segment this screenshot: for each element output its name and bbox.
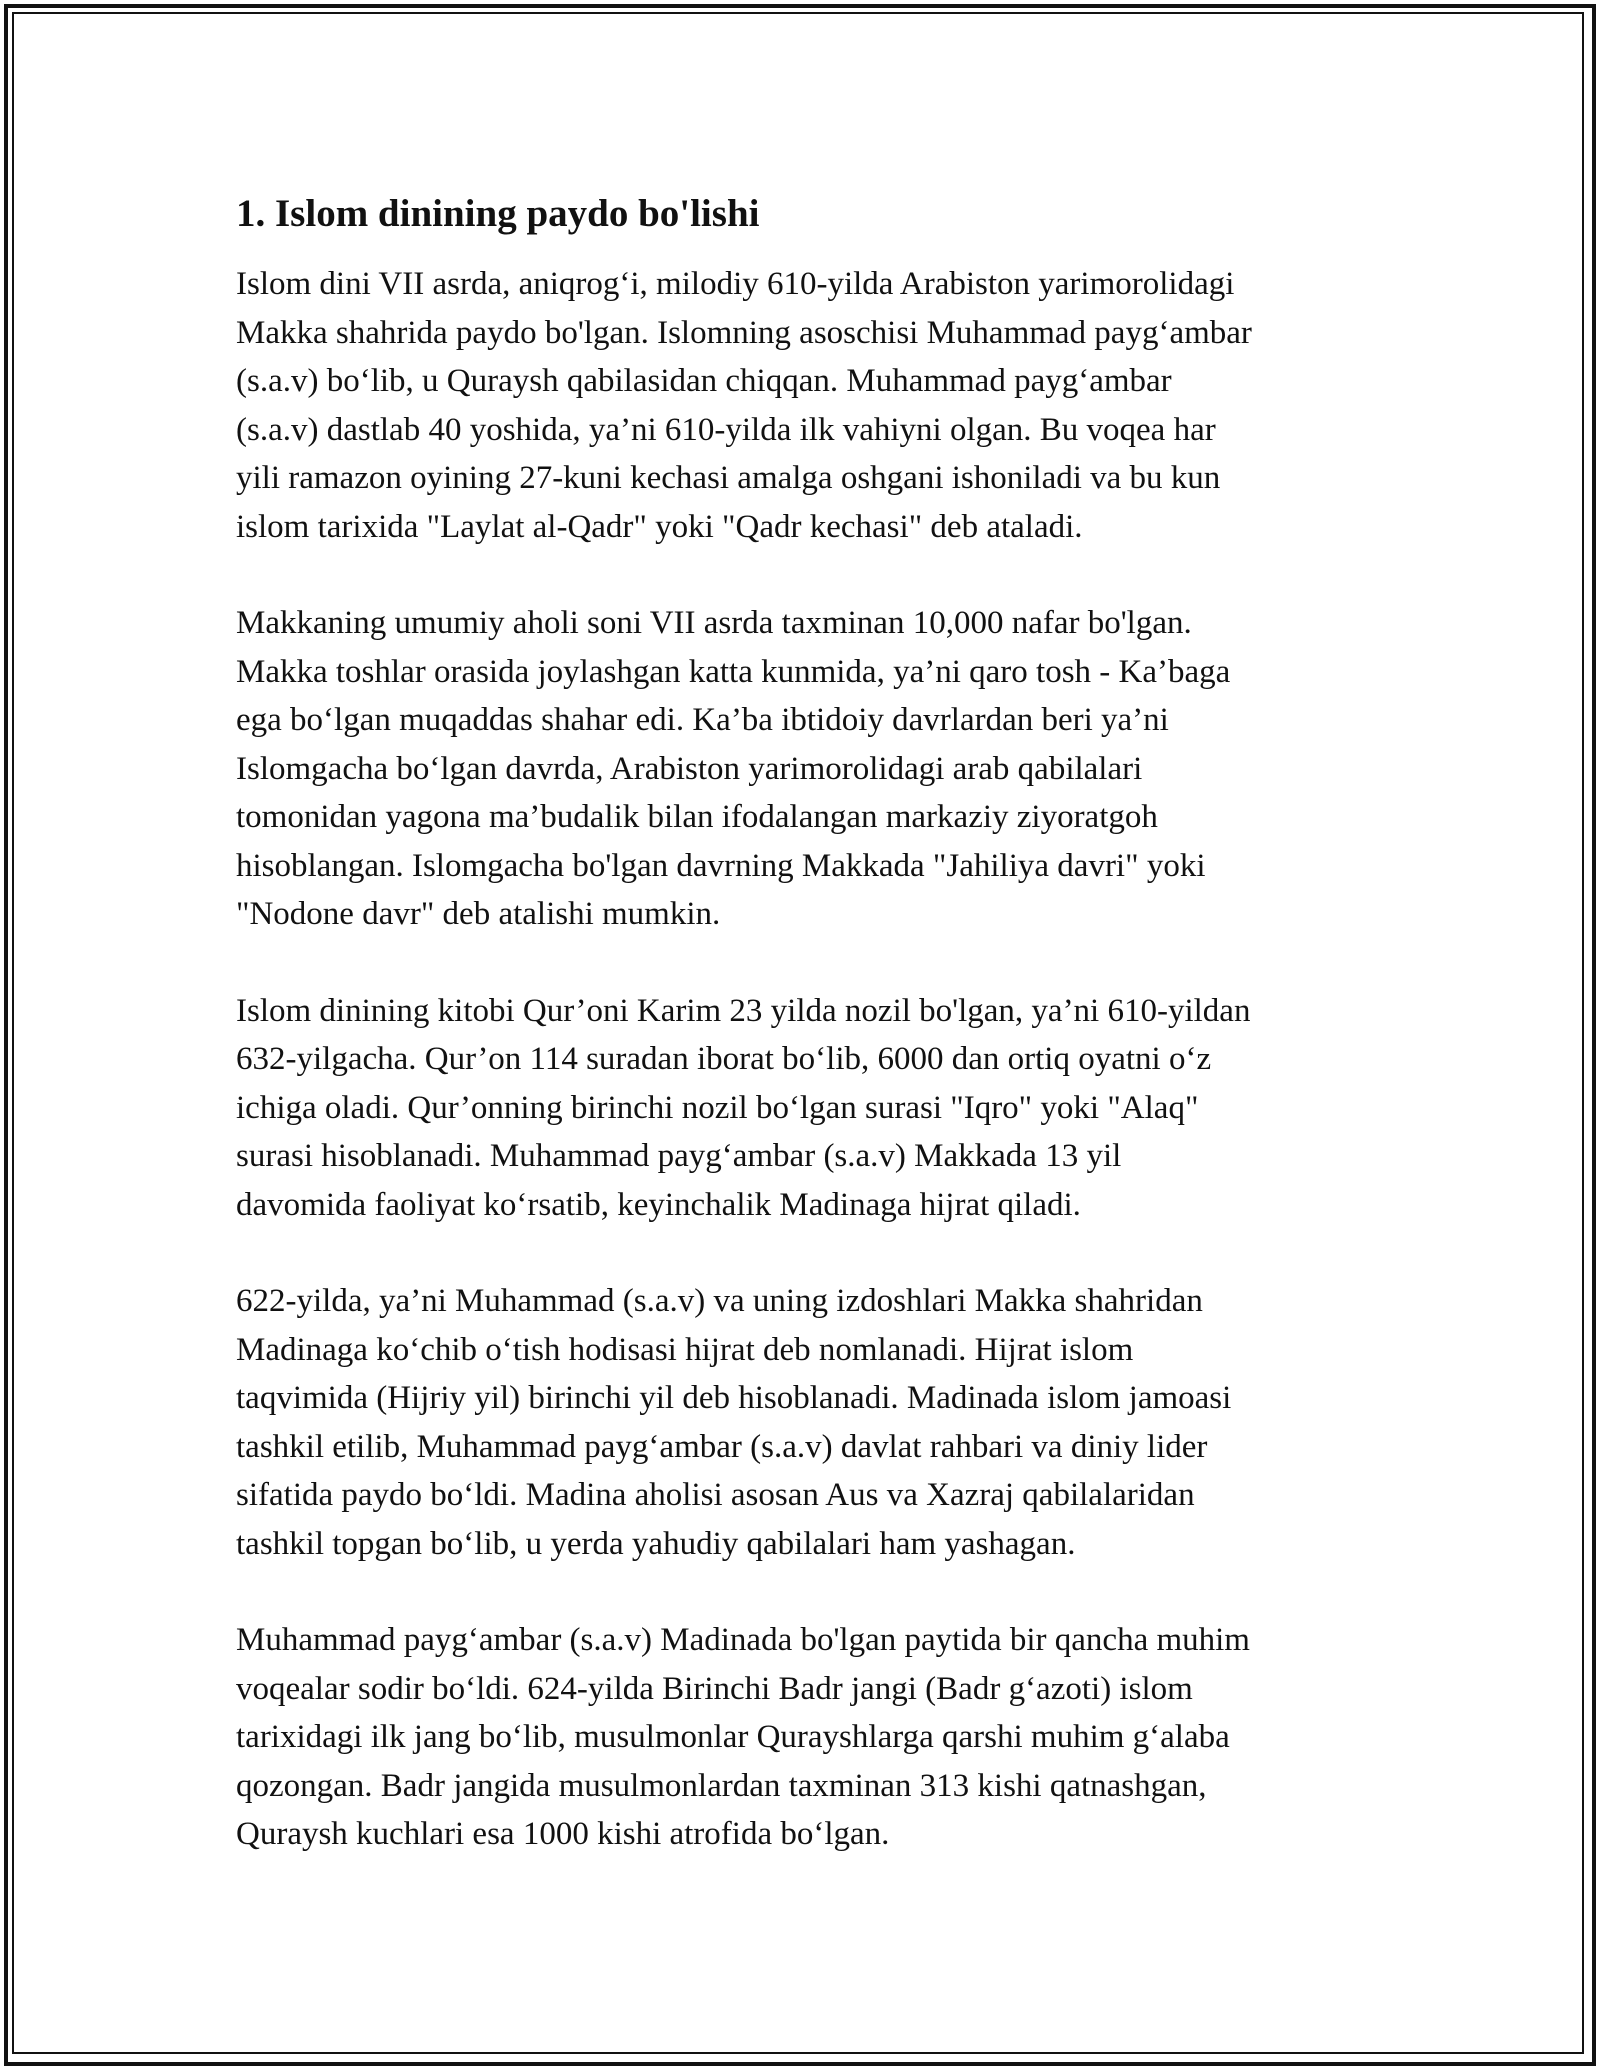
text-line: taqvimida (Hijriy yil) birinchi yil deb hisoblanadi. Madinada islom jamoasi — [236, 1380, 1232, 1416]
text-line: Makka shahrida paydo bo'lgan. Islomning asoschisi Muhammad payg‘ambar — [236, 314, 1252, 351]
text-line: qozongan. Badr jangida musulmonlardan taxminan 313 kishi qatnashgan, — [236, 1767, 1207, 1804]
text-line: 632-yilgacha. Qur’on 114 suradan iborat bo‘lib, 6000 dan ortiq oyatni o‘z — [236, 1041, 1212, 1077]
text-line: tashkil etilib, Muhammad payg‘ambar (s.a.v) davlat rahbari va diniy lider — [236, 1428, 1208, 1465]
paragraph-4 — [236, 1277, 1386, 1568]
text-line: hisoblangan. Islomgacha bo'lgan davrning Makkada "Jahiliya davri" yoki — [236, 847, 1206, 884]
text-line: Islom dinining kitobi Qur’oni Karim 23 yilda nozil bo'lgan, ya’ni 610-yildan — [236, 992, 1251, 1029]
text-line: tomonidan yagona ma’budalik bilan ifodalangan markaziy ziyoratgoh — [236, 799, 1158, 835]
text-line: (s.a.v) dastlab 40 yoshida, ya’ni 610-yilda ilk vahiyni olgan. Bu voqea har — [236, 411, 1216, 448]
text-line: Makka toshlar orasida joylashgan katta kunmida, ya’ni qaro tosh - Ka’baga — [236, 653, 1231, 690]
text-line: ichiga oladi. Qur’onning birinchi nozil bo‘lgan surasi "Iqro" yoki "Alaq" — [236, 1089, 1199, 1126]
text-line: davomida faoliyat ko‘rsatib, keyinchalik Madinaga hijrat qiladi. — [236, 1186, 1081, 1223]
text-line: Quraysh kuchlari esa 1000 kishi atrofida bo‘lgan. — [236, 1816, 890, 1852]
text-line: Muhammad payg‘ambar (s.a.v) Madinada bo'lgan paytida bir qancha muhim — [236, 1622, 1250, 1658]
paragraph-1 — [236, 260, 1386, 551]
text-line: Islom dini VII asrda, aniqrog‘i, milodiy 610-yilda Arabiston yarimorolidagi — [236, 266, 1235, 302]
paragraph-3 — [236, 987, 1386, 1230]
text-line: tashkil topgan bo‘lib, u yerda yahudiy qabilalari ham yashagan. — [236, 1525, 1076, 1562]
text-line: sifatida paydo bo‘ldi. Madina aholisi asosan Aus va Xazraj qabilalaridan — [236, 1477, 1195, 1513]
document-body — [236, 188, 1386, 1907]
text-line: Islomgacha bo‘lgan davrda, Arabiston yarimorolidagi arab qabilalari — [236, 750, 1143, 787]
paragraph-5 — [236, 1616, 1386, 1859]
text-line: islom tarixida "Laylat al-Qadr" yoki "Qadr kechasi" deb ataladi. — [236, 508, 1083, 545]
text-line: yili ramazon oyining 27-kuni kechasi amalga oshgani ishoniladi va bu kun — [236, 460, 1221, 496]
text-line: tarixidagi ilk jang bo‘lib, musulmonlar Qurayshlarga qarshi muhim g‘alaba — [236, 1719, 1230, 1755]
paragraph-2 — [236, 599, 1386, 939]
text-line: surasi hisoblanadi. Muhammad payg‘ambar (s.a.v) Makkada 13 yil — [236, 1138, 1122, 1174]
text-line: Makkaning umumiy aholi soni VII asrda taxminan 10,000 nafar bo'lgan. — [236, 605, 1192, 641]
text-line: "Nodone davr" deb atalishi mumkin. — [236, 896, 721, 932]
text-line: Madinaga ko‘chib o‘tish hodisasi hijrat deb nomlanadi. Hijrat islom — [236, 1331, 1134, 1368]
text-line: 622-yilda, ya’ni Muhammad (s.a.v) va uning izdoshlari Makka shahridan — [236, 1283, 1203, 1319]
text-line: voqealar sodir bo‘ldi. 624-yilda Birinchi Badr jangi (Badr g‘azoti) islom — [236, 1670, 1193, 1707]
page-title: 1. Islom dinining paydo bo'lishi — [236, 192, 760, 235]
text-line: ega bo‘lgan muqaddas shahar edi. Ka’ba ibtidoiy davrlardan beri ya’ni — [236, 702, 1169, 738]
text-line: (s.a.v) bo‘lib, u Quraysh qabilasidan chiqqan. Muhammad payg‘ambar — [236, 363, 1172, 399]
